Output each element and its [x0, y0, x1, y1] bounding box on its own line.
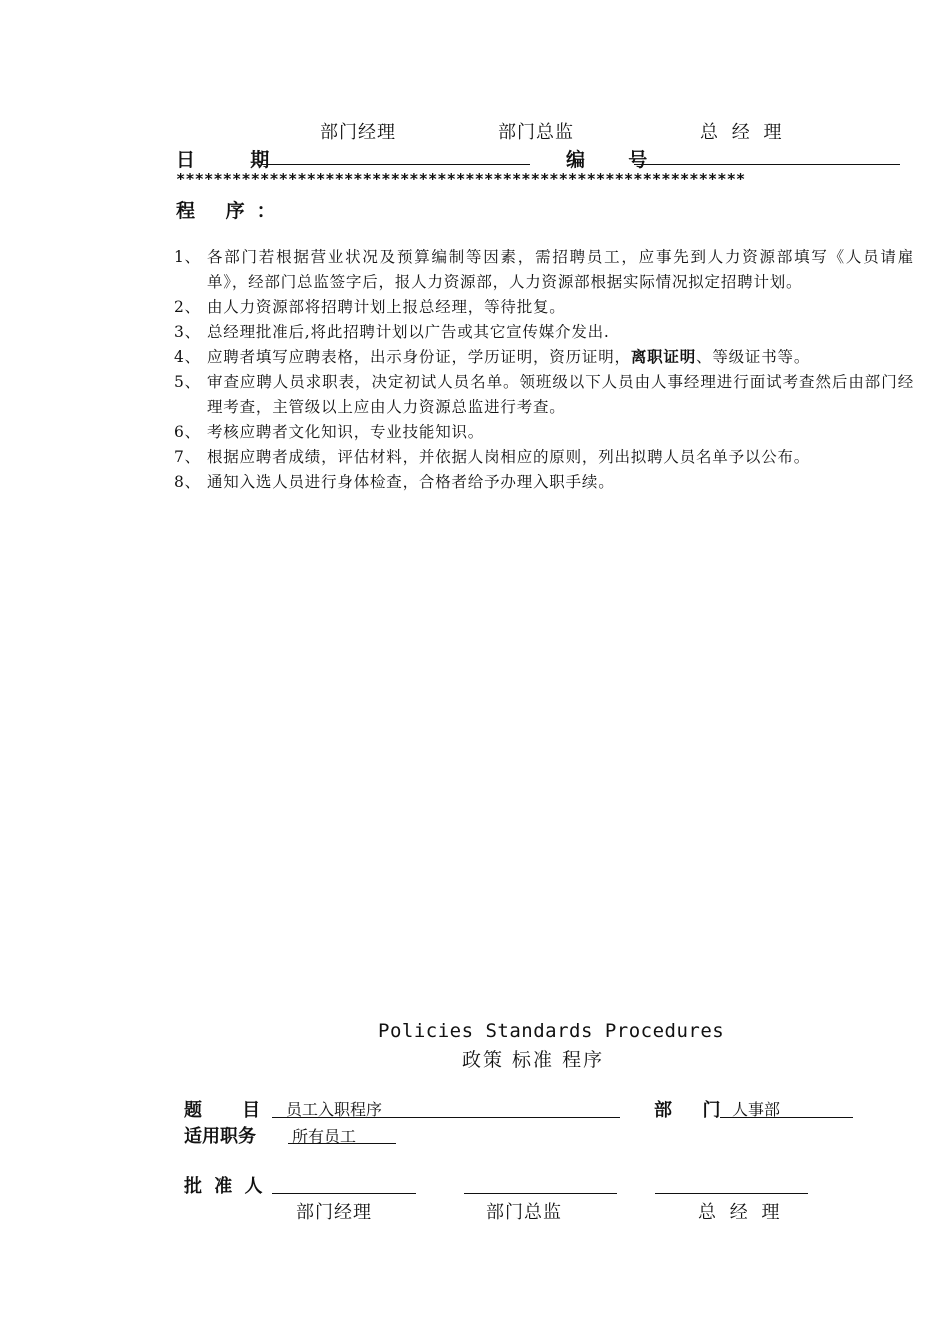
step-text: 由人力资源部将招聘计划上报总经理，等待批复。 — [207, 298, 566, 316]
step-number: 2、 — [174, 298, 201, 316]
procedure-label: 程 序： — [176, 200, 288, 222]
signer-dept-director-top: 部门总监 — [498, 122, 574, 143]
subject-value[interactable]: 员工入职程序 — [286, 1100, 383, 1119]
position-label: 适用职务 — [184, 1126, 256, 1147]
signer-dept-manager-bottom: 部门经理 — [296, 1202, 372, 1223]
list-item — [174, 345, 914, 370]
subject-label: 题 目 — [184, 1100, 264, 1121]
step-text: 考核应聘者文化知识，专业技能知识。 — [207, 423, 485, 441]
approver-label: 批 准 人 — [184, 1176, 266, 1197]
step-text: 通知入选人员进行身体检查，合格者给予办理入职手续。 — [207, 473, 615, 491]
list-item — [174, 295, 914, 320]
date-label: 日 期 — [176, 149, 284, 171]
number-label: 编 号 — [566, 149, 658, 171]
step-text: 总经理批准后,将此招聘计划以广告或其它宣传媒介发出. — [207, 323, 610, 341]
step-text-part: 应聘者填写应聘表格，出示身份证，学历证明，资历证明， — [207, 348, 631, 366]
department-label: 部 门 — [654, 1100, 727, 1121]
approver-line-general-manager[interactable] — [655, 1193, 808, 1194]
step-number: 3、 — [174, 323, 201, 341]
approver-line-dept-manager[interactable] — [272, 1193, 416, 1194]
step-text-part: 、等级证书等。 — [696, 348, 811, 366]
list-item — [174, 420, 914, 445]
separator-line: ************************************************************* — [176, 170, 746, 188]
subject-field-line — [272, 1117, 620, 1118]
title-english: Policies Standards Procedures — [378, 1020, 725, 1042]
step-number: 5、 — [174, 373, 201, 391]
list-item — [174, 320, 914, 345]
step-number: 7、 — [174, 448, 201, 466]
step-text: 根据应聘者成绩，评估材料，并依据人岗相应的原则，列出拟聘人员名单予以公布。 — [207, 448, 811, 466]
step-text-bold: 离职证明 — [630, 348, 697, 366]
position-field-line — [288, 1143, 396, 1144]
department-value[interactable]: 人事部 — [732, 1100, 781, 1119]
position-value[interactable]: 所有员工 — [292, 1127, 357, 1146]
list-item — [174, 245, 914, 295]
step-number: 8、 — [174, 473, 201, 491]
title-chinese: 政策 标准 程序 — [462, 1049, 605, 1071]
signer-dept-director-bottom: 部门总监 — [486, 1202, 562, 1223]
number-field-line[interactable] — [634, 164, 900, 165]
step-number: 4、 — [174, 348, 201, 366]
department-field-line — [720, 1117, 853, 1118]
list-item — [174, 445, 914, 470]
signer-dept-manager-top: 部门经理 — [320, 122, 396, 143]
step-text: 审查应聘人员求职表，决定初试人员名单。领班级以下人员由人事经理进行面试考查然后由部门经理考查，主管级以上应由人力资源总监进行考查。 — [207, 373, 914, 416]
approver-line-dept-director[interactable] — [464, 1193, 617, 1194]
procedure-steps — [174, 245, 914, 495]
step-number: 6、 — [174, 423, 201, 441]
step-text: 各部门若根据营业状况及预算编制等因素，需招聘员工，应事先到人力资源部填写《人员请雇单》，经部门总监签字后，报人力资源部，人力资源部根据实际情况拟定招聘计划。 — [207, 248, 914, 291]
step-text — [207, 345, 914, 370]
date-field-line[interactable] — [262, 164, 530, 165]
list-item — [174, 470, 914, 495]
step-number: 1、 — [174, 248, 201, 266]
signer-general-manager-top: 总 经 理 — [700, 122, 786, 143]
list-item — [174, 370, 914, 420]
signer-general-manager-bottom: 总 经 理 — [698, 1202, 784, 1223]
